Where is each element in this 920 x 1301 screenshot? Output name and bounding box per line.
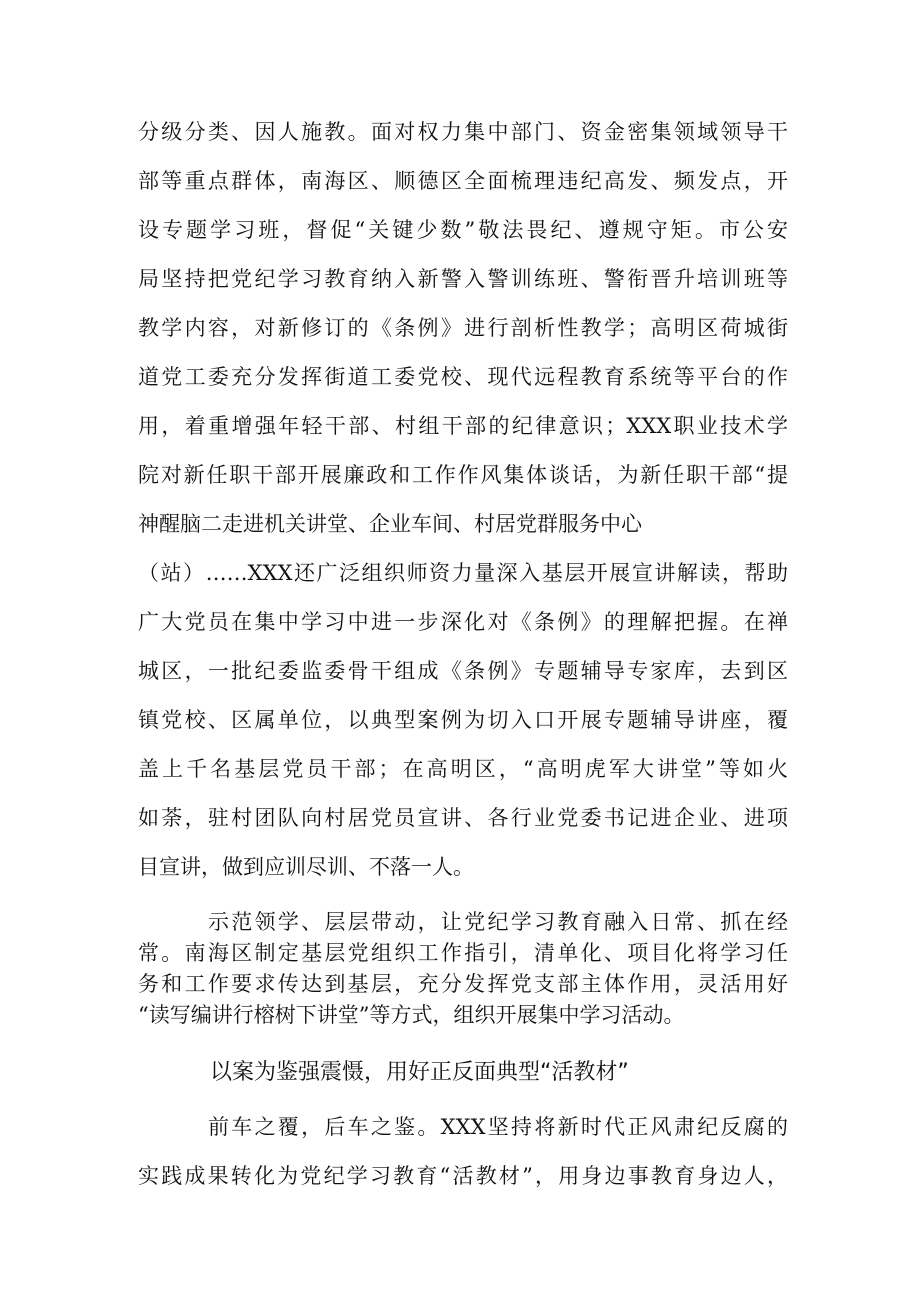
text-line: 盖上千名基层党员干部；在高明区，“高明虎军大讲堂”等如火: [138, 757, 788, 781]
text-line: 分级分类、因人施教。面对权力集中部门、资金密集领域领导干: [138, 120, 788, 144]
text-line: 实践成果转化为党纪学习教育“活教材”，用身边事教育身边人，: [138, 1164, 788, 1188]
text-line: （站）……XXX还广泛组织师资力量深入基层开展宣讲解读，帮助: [138, 561, 788, 585]
text-line: 常。南海区制定基层党组织工作指引，清单化、项目化将学习任: [138, 941, 788, 965]
text-line: 道党工委充分发挥街道工委党校、现代远程教育系统等平台的作: [138, 365, 788, 389]
text-line: 部等重点群体，南海区、顺德区全面梳理违纪高发、频发点，开: [138, 169, 788, 193]
text-line: 广大党员在集中学习中进一步深化对《条例》的理解把握。在禅: [138, 610, 788, 634]
text-line: 镇党校、区属单位，以典型案例为切入口开展专题辅导讲座，覆: [138, 708, 788, 732]
text-line: 示范领学、层层带动，让党纪学习教育融入日常、抓在经: [208, 910, 788, 934]
text-line: 用，着重增强年轻干部、村组干部的纪律意识；XXX职业技术学: [138, 414, 788, 438]
text-line: 如荼，驻村团队向村居党员宣讲、各行业党委书记进企业、进项: [138, 806, 788, 830]
text-line: “读写编讲行榕树下讲堂”等方式，组织开展集中学习活动。: [138, 1003, 685, 1027]
section-heading: 以案为鉴强震慑，用好正反面典型“活教材”: [210, 1060, 629, 1085]
text-line: 目宣讲，做到应训尽训、不落一人。: [138, 855, 474, 879]
text-line: 局坚持把党纪学习教育纳入新警入警训练班、警衔晋升培训班等: [138, 267, 788, 291]
text-line: 设专题学习班，督促“关键少数”敬法畏纪、遵规守矩。市公安: [138, 218, 788, 242]
text-line: 务和工作要求传达到基层，充分发挥党支部主体作用，灵活用好: [138, 972, 788, 996]
text-line: 城区，一批纪委监委骨干组成《条例》专题辅导专家库，去到区: [138, 659, 788, 683]
text-line: 前车之覆，后车之鉴。XXX坚持将新时代正风肃纪反腐的: [208, 1115, 788, 1139]
text-line: 院对新任职干部开展廉政和工作作风集体谈话，为新任职干部“提: [138, 463, 788, 487]
text-line: 神醒脑二走进机关讲堂、企业车间、村居党群服务中心: [138, 512, 642, 536]
text-line: 教学内容，对新修订的《条例》进行剖析性教学；高明区荷城街: [138, 316, 788, 340]
